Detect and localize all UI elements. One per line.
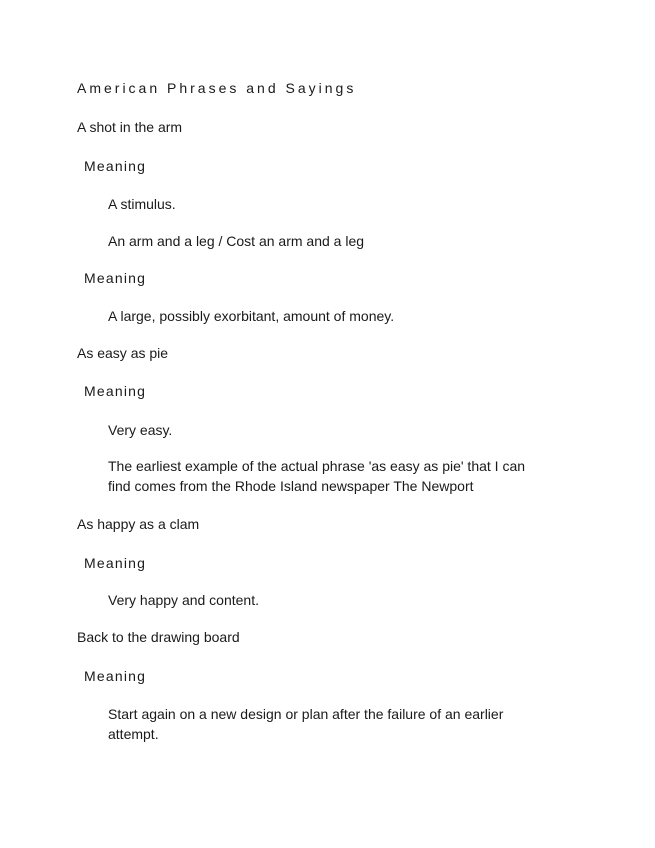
- meaning-label: Meaning: [84, 383, 147, 399]
- meaning-label: Meaning: [84, 555, 147, 571]
- phrase-heading: A shot in the arm: [77, 119, 183, 135]
- document-title: American Phrases and Sayings: [77, 80, 357, 96]
- phrase-heading: As easy as pie: [77, 345, 169, 361]
- meaning-text: The earliest example of the actual phrase 'as easy as pie' that I can find comes from the Rhode Island newspaper The Newport: [108, 458, 526, 494]
- meaning-text: Start again on a new design or plan after the failure of an earlier attempt.: [108, 706, 504, 742]
- meaning-text: Very happy and content.: [108, 592, 259, 608]
- meaning-text: A stimulus.: [108, 196, 176, 212]
- meaning-label: Meaning: [84, 668, 147, 684]
- meaning-text: A large, possibly exorbitant, amount of money.: [108, 308, 395, 324]
- meaning-label: Meaning: [84, 270, 147, 286]
- phrase-heading: Back to the drawing board: [77, 629, 240, 645]
- meaning-label: Meaning: [84, 158, 147, 174]
- meaning-text: Very easy.: [108, 422, 173, 438]
- phrase-heading: As happy as a clam: [77, 516, 200, 532]
- meaning-text: An arm and a leg / Cost an arm and a leg: [108, 233, 365, 249]
